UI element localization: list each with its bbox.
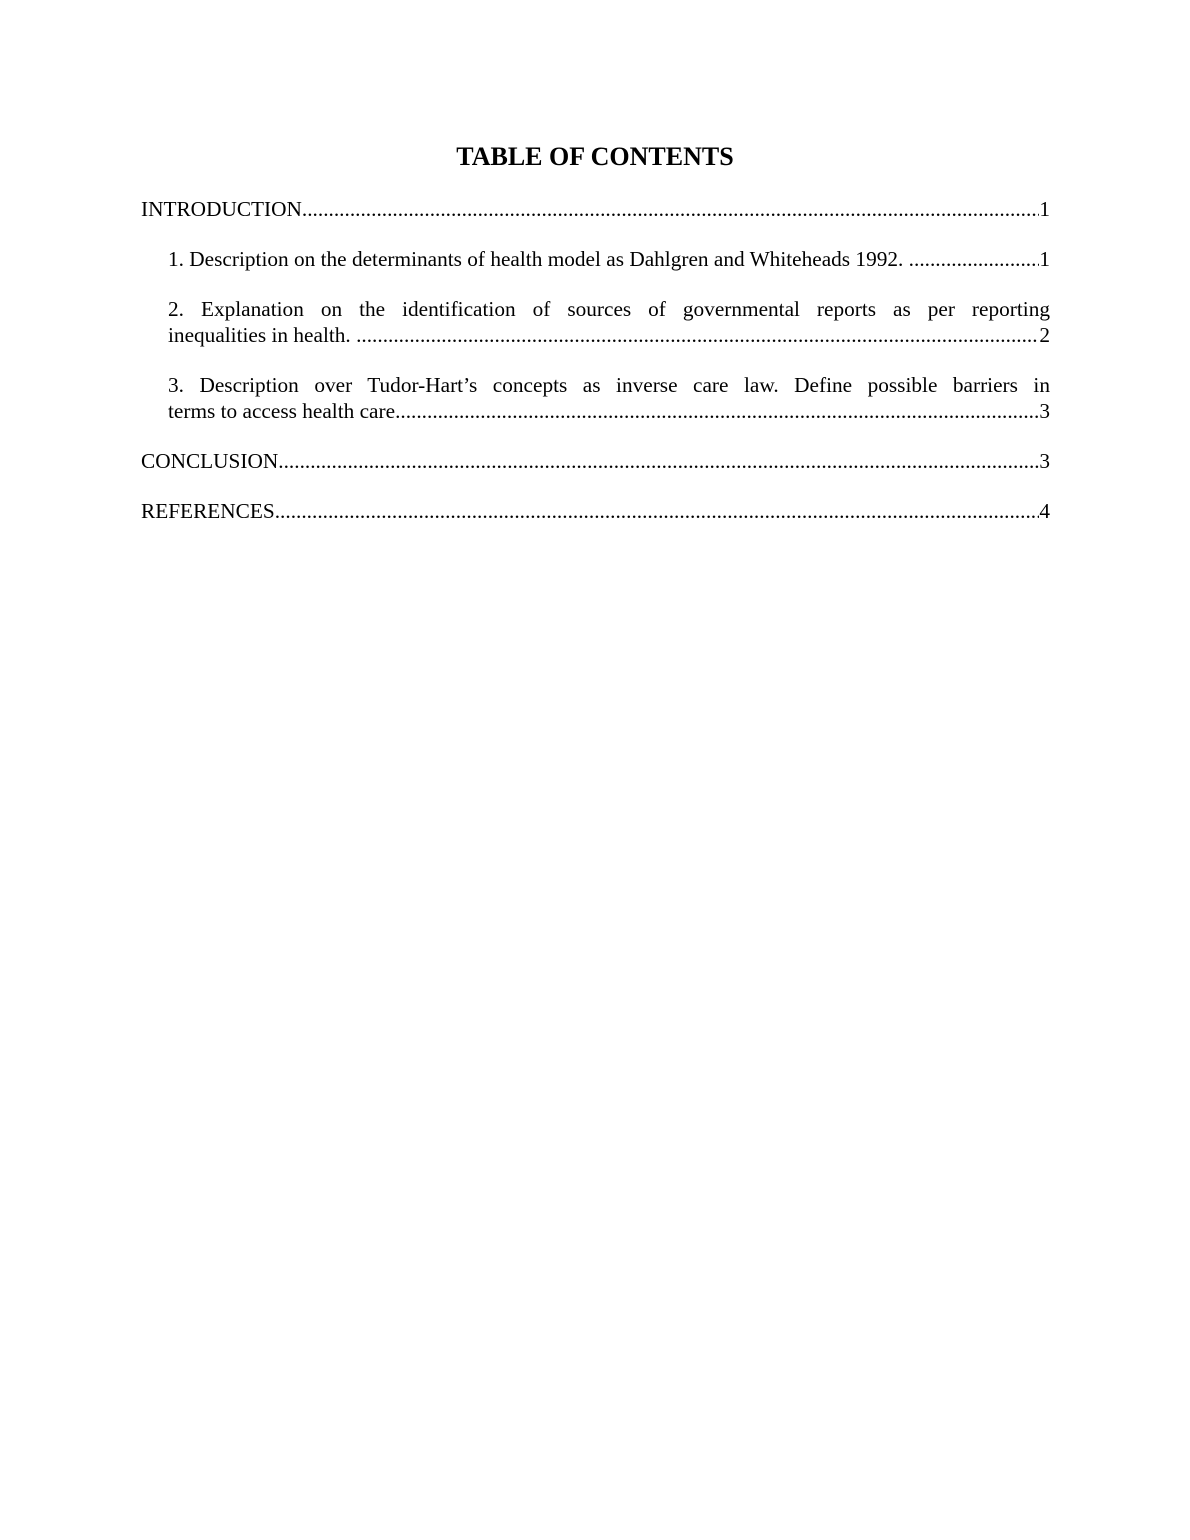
toc-leader-dots bbox=[909, 246, 1040, 272]
toc-entry-conclusion[interactable] bbox=[141, 448, 1050, 474]
toc-page-number: 3 bbox=[1039, 399, 1050, 423]
toc-entry-label: INTRODUCTION bbox=[141, 197, 302, 221]
toc-line bbox=[141, 196, 1050, 222]
toc-entry-references[interactable] bbox=[141, 498, 1050, 524]
toc-line bbox=[168, 398, 1050, 424]
toc-entry-label: CONCLUSION bbox=[141, 449, 279, 473]
toc-leader-dots bbox=[302, 196, 1039, 222]
toc-page-number: 3 bbox=[1039, 449, 1050, 473]
toc-entry-section-3[interactable] bbox=[141, 372, 1050, 424]
toc-page-number: 1 bbox=[1039, 247, 1050, 271]
toc-entry-label: REFERENCES bbox=[141, 499, 275, 523]
toc-page-number: 4 bbox=[1039, 499, 1050, 523]
toc-entry-introduction[interactable] bbox=[141, 196, 1050, 222]
toc-entry-section-2[interactable] bbox=[141, 296, 1050, 348]
toc-entry-label-line-1: 3. Description over Tudor-Hart’s concepts as inverse care law. Define possible barriers in bbox=[168, 373, 1050, 397]
toc-page-number: 2 bbox=[1039, 323, 1050, 347]
toc-title: TABLE OF CONTENTS bbox=[456, 142, 734, 171]
toc-leader-dots bbox=[395, 398, 1039, 424]
toc-line bbox=[168, 246, 1050, 272]
toc-entry-label-line-1: 2. Explanation on the identification of sources of governmental reports as per reporting bbox=[168, 297, 1050, 321]
toc-entry-label: 1. Description on the determinants of health model as Dahlgren and Whiteheads 1992. bbox=[168, 247, 909, 271]
toc-entry-label-line-2: inequalities in health. bbox=[168, 323, 357, 347]
toc-entry-label-line-2: terms to access health care bbox=[168, 399, 396, 423]
toc-list bbox=[141, 196, 1050, 548]
toc-line bbox=[168, 322, 1050, 348]
toc-leader-dots bbox=[275, 498, 1040, 524]
toc-line bbox=[141, 498, 1050, 524]
toc-page-number: 1 bbox=[1039, 197, 1050, 221]
toc-line bbox=[141, 448, 1050, 474]
toc-leader-dots bbox=[356, 322, 1039, 348]
toc-leader-dots bbox=[278, 448, 1039, 474]
toc-entry-section-1[interactable] bbox=[141, 246, 1050, 272]
